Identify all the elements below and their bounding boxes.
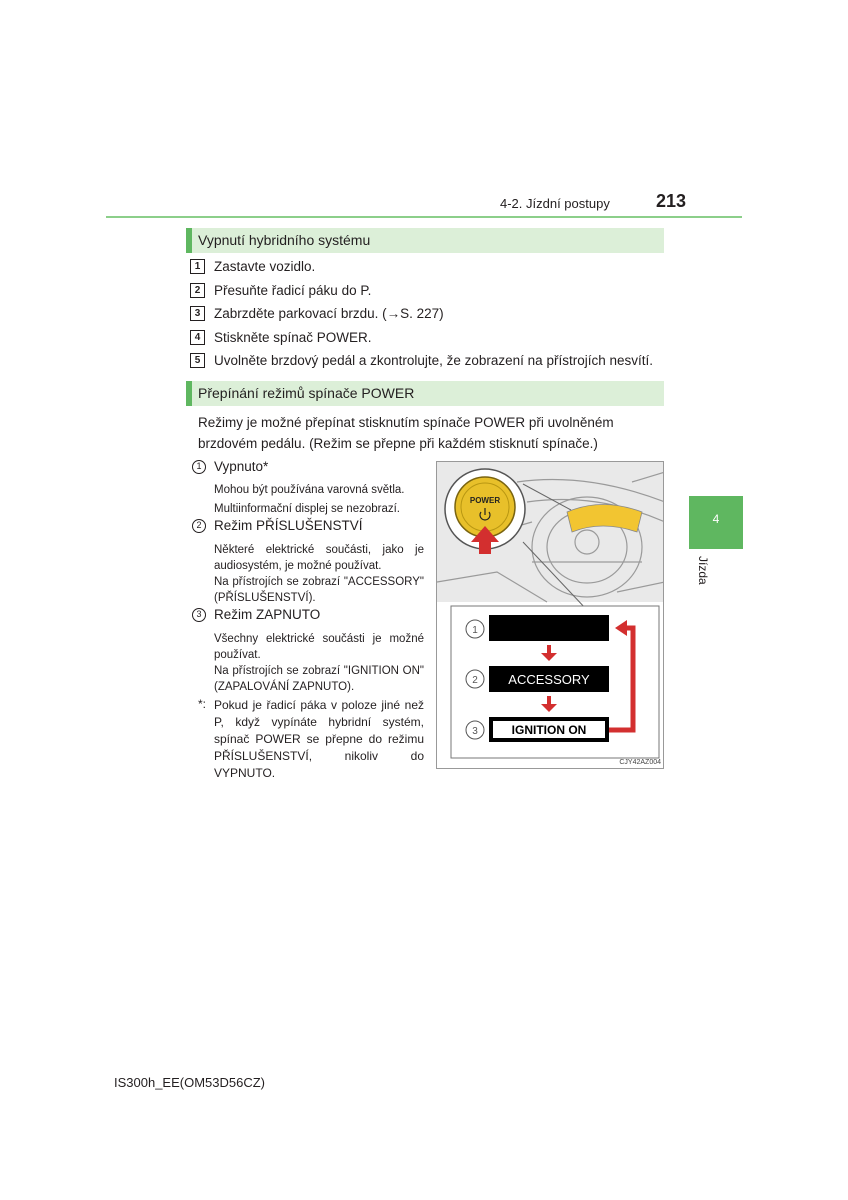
display-off (489, 615, 609, 641)
header-rule (106, 216, 742, 218)
mode-off-desc-1: Mohou být používána varovná světla. (214, 484, 405, 496)
section-heading-power-off: Vypnutí hybridního systému (186, 228, 664, 253)
step-text: Uvolněte brzdový pedál a zkontrolujte, že zobrazení na přístrojích nesvítí. (214, 353, 653, 368)
mode-accessory (192, 518, 363, 533)
circled-number: 1 (192, 460, 206, 474)
chapter-tab-label: Jízda (696, 556, 710, 585)
state-num-3: 3 (472, 726, 478, 737)
footnote-mark: *: (198, 697, 207, 711)
circled-number: 3 (192, 608, 206, 622)
mode-off-desc-2: Multiinformační displej se nezobrazí. (214, 503, 400, 515)
power-switch-illustration (436, 461, 664, 769)
step-text: Zastavte vozidlo. (214, 259, 316, 274)
mode-label: Režim ZAPNUTO (214, 607, 321, 622)
mode-label: Vypnuto* (214, 459, 269, 474)
step-number-box: 5 (190, 353, 205, 368)
mode-on-desc-2: Na přístrojích se zobrazí "IGNITION ON" (ZAPALOVÁNÍ ZAPNUTO). (214, 665, 424, 693)
power-button-label: POWER (469, 496, 501, 505)
display-accessory-text: ACCESSORY (508, 672, 590, 687)
step-text: Přesuňte řadicí páku do P. (214, 283, 372, 298)
illustration-code: CJY42AZ004 (619, 759, 661, 766)
display-ignition-text: IGNITION ON (511, 723, 587, 737)
step-4 (190, 330, 372, 345)
mode-accessory-desc-1: Některé elektrické součásti, jako je audiosystém, je možné používat. (214, 544, 424, 572)
state-num-2: 2 (472, 675, 478, 686)
running-header-section: 4-2. Jízdní postupy (500, 196, 610, 211)
step-1 (190, 259, 315, 274)
step-5 (190, 353, 653, 368)
mode-off (192, 459, 268, 474)
mode-label: Režim PŘÍSLUŠENSTVÍ (214, 518, 363, 533)
mode-on (192, 607, 320, 622)
chapter-tab: 4 (689, 496, 743, 549)
mode-on-desc-1: Všechny elektrické součásti je možné používat. (214, 633, 424, 661)
step-number-box: 3 (190, 306, 205, 321)
mode-accessory-desc-2: Na přístrojích se zobrazí "ACCESSORY" (PŘÍSLUŠENSTVÍ). (214, 576, 424, 604)
step-3 (190, 306, 444, 321)
step-text: Stiskněte spínač POWER. (214, 330, 372, 345)
state-num-1: 1 (472, 625, 478, 636)
section-heading-power-modes: Přepínání režimů spínače POWER (186, 381, 664, 406)
step-number-box: 1 (190, 259, 205, 274)
step-2 (190, 283, 371, 298)
page-number: 213 (656, 191, 687, 211)
illustration-svg (437, 462, 664, 769)
circled-number: 2 (192, 519, 206, 533)
step-number-box: 2 (190, 283, 205, 298)
step-text: Zabrzděte parkovací brzdu. (→S. 227) (214, 306, 444, 321)
step-number-box: 4 (190, 330, 205, 345)
footnote: Pokud je řadicí páka v poloze jiné než P, když vypínáte hybridní systém, spínač POWER se přepne do režimu PŘÍSLUŠENSTVÍ, nikoliv do VYPNUTO. (214, 698, 424, 780)
footer-model-code: IS300h_EE(OM53D56CZ) (114, 1075, 266, 1090)
section-intro: Režimy je možné přepínat stisknutím spínače POWER při uvolněném brzdovém pedálu. (Režim se přepne při každém stisknutí spínače.) (198, 415, 614, 451)
